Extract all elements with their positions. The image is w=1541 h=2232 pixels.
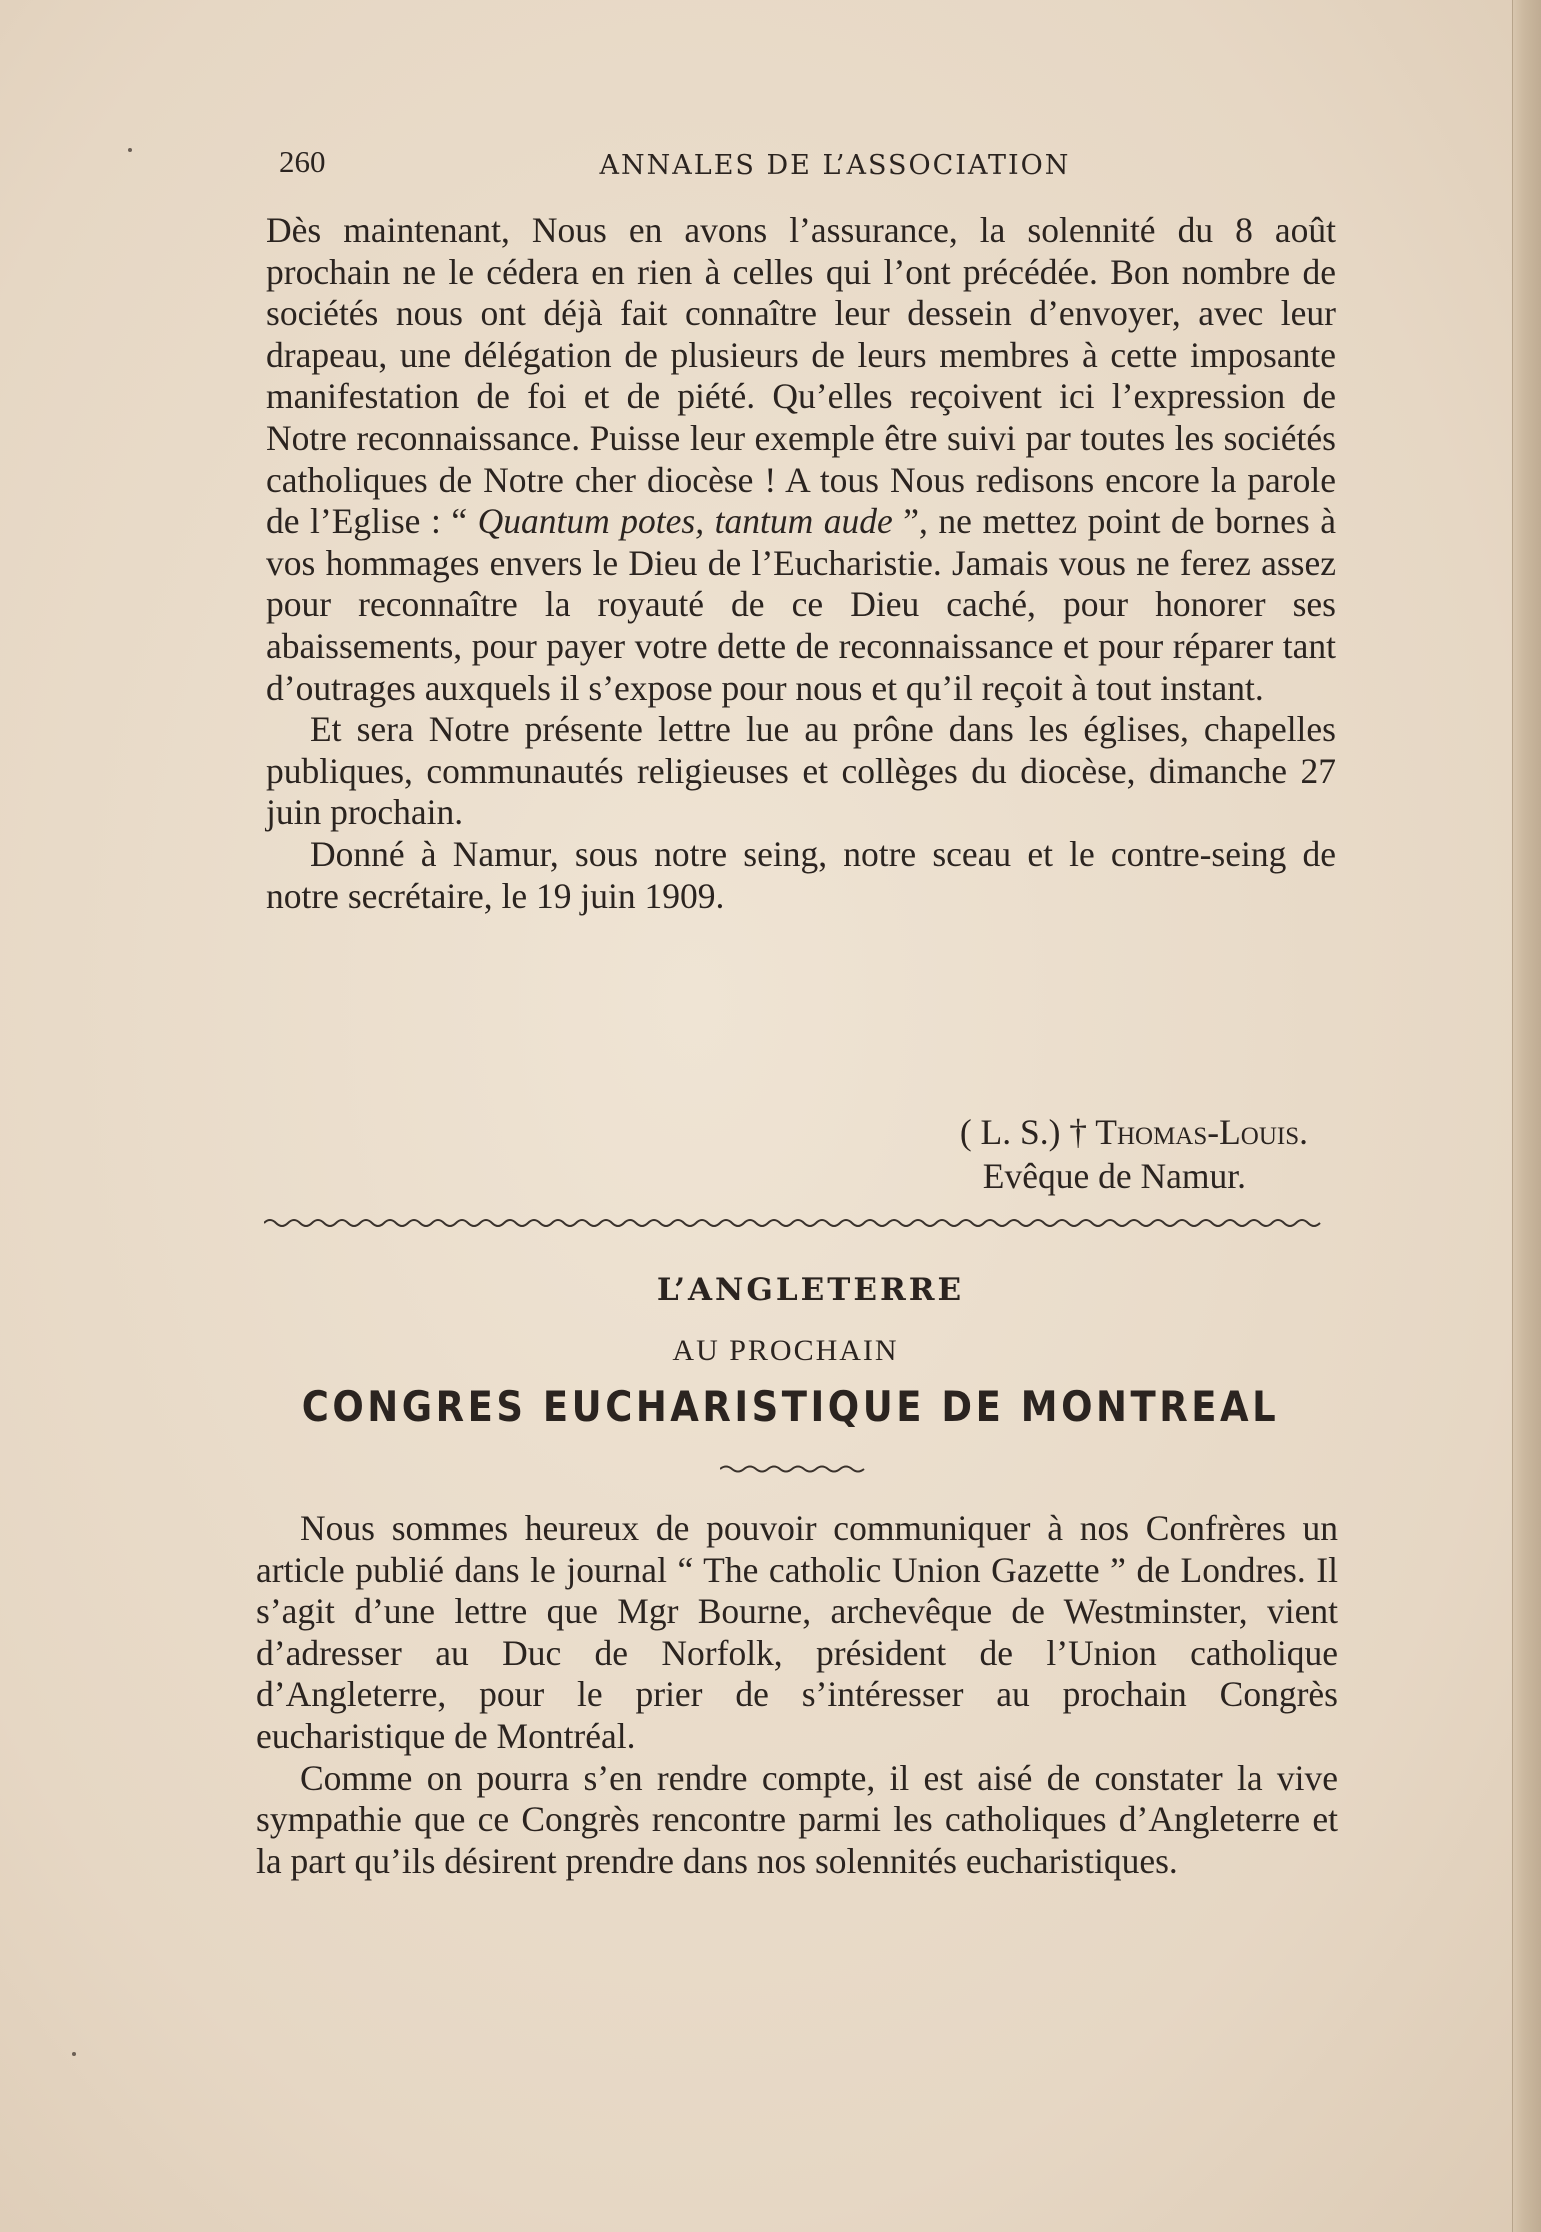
signature-line: ( L. S.) † Thomas-Louis. (959, 1112, 1308, 1152)
page-edge (1512, 0, 1541, 2232)
page-number: 260 (279, 144, 326, 179)
article-title-line3: CONGRES EUCHARISTIQUE DE MONTREAL (301, 1382, 1280, 1431)
pastoral-letter-text (266, 210, 1336, 917)
signature-block (266, 1110, 1336, 1198)
letter-paragraph-text: ”, ne mettez point de bornes à vos hommages envers le Dieu de l’Eucharistie. Jamais vous ne ferez assez pour reconnaître la royauté de ce Dieu caché, pour honorer ses abaissements, pour payer votre dette de reconnaissance et pour réparer tant d’outrages auxquels il s’expose pour nous et qu’il reçoit à tout instant. (266, 501, 1336, 708)
letter-paragraph (266, 210, 1336, 709)
article-paragraph: Nous sommes heureux de pouvoir communiquer à nos Confrères un article publié dans le journal “ The catholic Union Gazette ” de Londres. Il s’agit d’une lettre que Mgr Bourne, archevêque de Westminster, vient d’adresser au Duc de Norfolk, président de l’Union catholique d’Angleterre, pour le prier de s’intéresser au prochain Congrès eucharistique de Montréal. (256, 1508, 1338, 1756)
small-wavy-ornament (720, 1462, 868, 1476)
paper-speck (72, 2052, 76, 2056)
running-title: ANNALES DE L’ASSOCIATION (599, 150, 1071, 181)
latin-quote: Quantum potes, tantum aude (477, 501, 893, 542)
letter-paragraph: Et sera Notre présente lettre lue au prône dans les églises, chapelles publiques, communautés religieuses et collèges du diocèse, dimanche 27 juin prochain. (266, 709, 1336, 833)
signature-title: Evêque de Namur. (982, 1156, 1246, 1196)
article-title-line1: L’ANGLETERRE (656, 1272, 965, 1308)
wavy-divider (264, 1214, 1326, 1232)
article-text (256, 1508, 1338, 1882)
letter-paragraph: Donné à Namur, sous notre seing, notre sceau et le contre-seing de notre secrétaire, le 19 juin 1909. (266, 833, 1336, 916)
running-header (275, 140, 1335, 190)
article-title-line2: AU PROCHAIN (672, 1334, 899, 1367)
article-paragraph: Comme on pourra s’en rendre compte, il est aisé de constater la vive sympathie que ce Congrès rencontre parmi les catholiques d’Angleterre et la part qu’ils désirent prendre dans nos solennités eucharistiques. (256, 1757, 1338, 1881)
letter-paragraph-text: Dès maintenant, Nous en avons l’assurance, la solennité du 8 août prochain ne le cédera en rien à celles qui l’ont précédée. Bon nombre de sociétés nous ont déjà fait connaître leur dessein d’envoyer, avec leur drapeau, une délégation de plusieurs de leurs membres à cette imposante manifestation de foi et de piété. Qu’elles reçoivent ici l’expression de Notre reconnaissance. Puisse leur exemple être suivi par toutes les sociétés catholiques de Notre cher diocèse ! A tous Nous redisons encore la parole de l’Eglise : “ (266, 210, 1336, 542)
paper-speck (128, 148, 132, 152)
